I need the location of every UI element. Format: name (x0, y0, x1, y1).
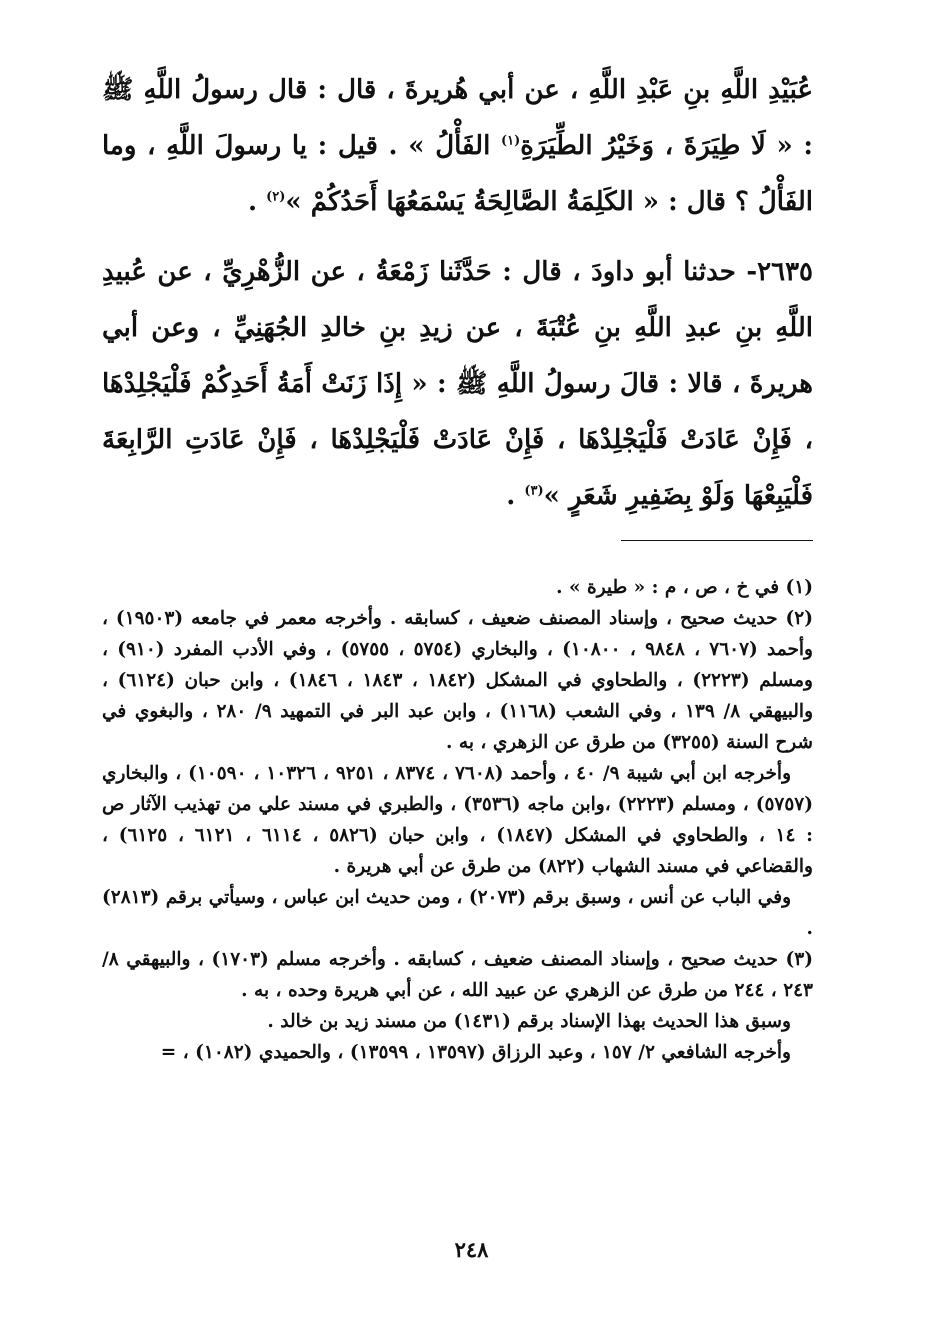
paragraph-end: . (506, 481, 525, 511)
hadith-paragraph-continued (102, 62, 813, 230)
footnote-2 (102, 603, 813, 758)
paragraph-end: . (248, 187, 267, 217)
main-text (102, 62, 813, 524)
hadith-paragraph (102, 244, 813, 524)
footnote-marker: (٣) (524, 483, 544, 499)
footnote-text: كسابقه . وأخرجه معمر في جامعه (١٩٥٠٣) ، وأحمد (٧٦٠٧ ، ٩٨٤٨ ، ١٠٨٠٠) ، والبخاري (٥٧٥٤ ، ٥٧٥٥) ، وفي الأدب المفرد (٩١٠) ، ومسلم (٢٢٢٣) ، والطحاوي في المشكل (١٨٤٢ ، ١٨٤٣ ، ١٨٤٦) ، وابن حبان (٦١٢٤) ، والبيهقي ٨/ ١٣٩ ، وفي الشعب (١١٦٨) ، وابن عبد البر في التمهيد ٩/ ٢٨٠ ، والبغوي في شرح السنة (٣٢٥٥) من طرق عن الزهري ، به . (102, 608, 814, 753)
footnote-lead: (٣) حديث صحيح ، وإسناد المصنف ضعيف ، (470, 949, 813, 970)
footnote-3 (102, 944, 813, 1006)
footnotes (102, 572, 813, 1068)
footnote-marker: (٢) (266, 189, 286, 205)
footnote-marker: (١) (500, 133, 521, 149)
paragraph-text: عُبَيْدِ اللَّهِ بنِ عَبْدِ اللَّهِ ، عن أبي هُريرةَ ، قال : قال رسولُ اللَّهِ ﷺ : « لَا طِيَرَةَ ، وَخَيْرُ الطِّيَرَةِ (102, 75, 813, 161)
footnote-lead: (٢) حديث صحيح ، وإسناد المصنف ضعيف ، (467, 608, 813, 629)
footnote-2-paragraph: وفي الباب عن أنس ، وسبق برقم (٢٠٧٣) ، ومن حديث ابن عباس ، وسيأتي برقم (٢٨١٣) . (102, 887, 813, 939)
footnote-3-paragraph: وأخرجه الشافعي ٢/ ١٥٧ ، وعبد الرزاق (١٣٥٩٧ ، ١٣٥٩٩) ، والحميدي (١٠٨٢) ، = (160, 1042, 791, 1063)
footnote-text: كسابقه . وأخرجه مسلم (١٧٠٣) ، والبيهقي ٨/ ٢٤٣ ، ٢٤٤ من طرق عن الزهري عن عبيد الله ، عن أبي هريرة وحده ، به . (102, 949, 813, 1001)
hadith-number: ٢٦٣٥- (746, 257, 813, 287)
footnote-2-paragraph: وأخرجه ابن أبي شيبة ٩/ ٤٠ ، وأحمد (٧٦٠٨ ، ٨٣٧٤ ، ٩٢٥١ ، ١٠٣٢٦ ، ١٠٥٩٠) ، والبخاري (٥٧٥٧) ، ومسلم (٢٢٢٣) ،وابن ماجه (٣٥٣٦) ، والطبري في مسند علي من تهذيب الآثار ص : ١٤ ، والطحاوي في المشكل (١٨٤٧) ، وابن حبان (٥٨٢٦ ، ٦١١٤ ، ٦١٢١ ، ٦١٢٥) ، والقضاعي في مسند الشهاب (٨٢٢) من طرق عن أبي هريرة . (102, 763, 814, 877)
footnote-3-paragraph: وسبق هذا الحديث بهذا الإسناد برقم (١٤٣١) من مسند زيد بن خالد . (267, 1011, 791, 1032)
footnote-divider (621, 540, 813, 541)
page-number: ٢٤٨ (454, 1237, 489, 1262)
paragraph-text: حدثنا أبو داودَ ، قال : حَدَّثَنا زَمْعَةُ ، عن الزُّهْرِيِّ ، عن عُبيدِ اللَّهِ بنِ عبدِ اللَّهِ بنِ عُتْبَةَ ، عن زيدِ بنِ خالدِ الجُهَنِيِّ ، وعن أبي هريرةَ ، قالا : قالَ رسولُ اللَّهِ ﷺ : « إِذَا زَنَتْ أَمَةُ أَحَدِكُمْ فَلْيَجْلِدْهَا ، فَإِنْ عَادَتْ فَلْيَجْلِدْهَا ، فَإِنْ عَادَتْ فَلْيَجْلِدْهَا ، فَإِنْ عَادَتِ الرَّابِعَةَ فَلْيَبِعْهَا وَلَوْ بِضَفِيرِ شَعَرٍ » (102, 257, 814, 511)
footnote-1: (١) في خ ، ص ، م : « طيرة » . (556, 577, 813, 598)
paragraph-text: الفَأْلُ » . قيل : يا رسولَ اللَّهِ ، وما الفَأْلُ ؟ قال : « الكَلِمَةُ الصَّالِحَةُ يَسْمَعُهَا أَحَدُكُمْ » (102, 131, 813, 217)
